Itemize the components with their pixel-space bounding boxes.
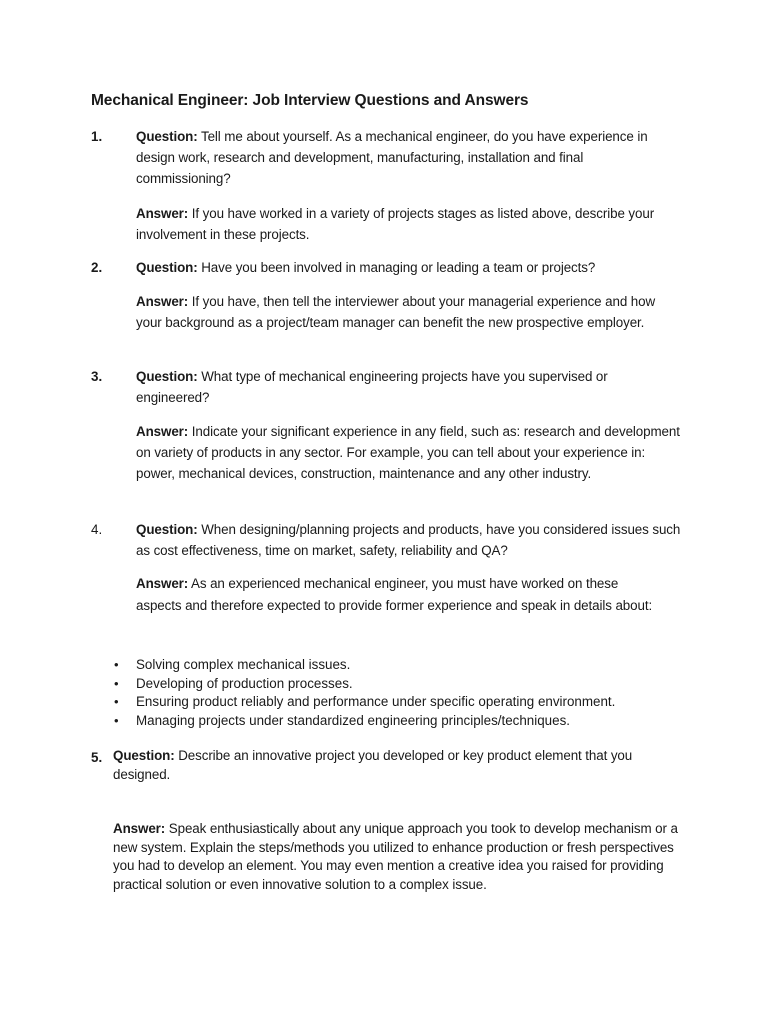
answer-label: Answer: — [113, 821, 166, 836]
answer-5 — [113, 820, 678, 894]
question-label: Question: — [136, 369, 198, 384]
answer-label: Answer: — [136, 424, 189, 439]
answer-label: Answer: — [136, 576, 189, 591]
bullet-icon: • — [114, 712, 119, 728]
bullet-icon: • — [114, 675, 119, 691]
answer-text: Speak enthusiastically about any unique approach you took to develop mechanism or a new system. Explain the steps/methods you utilized to enhance production or fresh perspectives you had to develop an element. You may even mention a creative idea you raised for providing practical solution or even innovative solution to a complex issue. — [113, 821, 678, 892]
answer-label: Answer: — [136, 294, 189, 309]
question-text: Have you been involved in managing or leading a team or projects? — [201, 260, 596, 275]
question-label: Question: — [136, 522, 198, 537]
question-label: Question: — [136, 260, 198, 275]
answer-label: Answer: — [136, 206, 189, 221]
answer-text: As an experienced mechanical engineer, you must have worked on these aspects and therefore expected to provide former experience and speak in details about: — [136, 576, 653, 613]
bullet-text: Managing projects under standardized engineering principles/techniques. — [136, 712, 570, 728]
question-text: What type of mechanical engineering projects have you supervised or engineered? — [136, 369, 608, 405]
item-number-4: 4. — [91, 522, 103, 537]
question-label: Question: — [136, 129, 198, 144]
item-number-3: 3. — [91, 369, 103, 384]
question-2 — [136, 257, 681, 278]
bullet-text: Ensuring product reliably and performance under specific operating environment. — [136, 694, 616, 710]
answer-text: If you have, then tell the interviewer about your managerial experience and how your background as a project/team manager can benefit the new prospective employer. — [136, 294, 656, 330]
item-number-5: 5. — [91, 750, 103, 765]
bullet-text: Solving complex mechanical issues. — [136, 657, 351, 672]
list-item — [112, 693, 712, 712]
question-4 — [136, 519, 681, 561]
list-item — [112, 675, 712, 694]
answer-1 — [136, 203, 681, 245]
item-number-1: 1. — [91, 129, 103, 144]
answer-text: Indicate your significant experience in any field, such as: research and development on variety of products in any sector. For example, you can tell about your experience in: power, mechanical devices, construction, maintenance and any other industry. — [136, 424, 680, 481]
question-text: Tell me about yourself. As a mechanical engineer, do you have experience in design work, research and development, manufacturing, installation and final commissioning? — [136, 129, 648, 186]
answer-2 — [136, 291, 666, 333]
list-item — [112, 656, 712, 675]
page-title: Mechanical Engineer: Job Interview Questions and Answers — [91, 92, 529, 109]
answer-4 — [136, 573, 656, 617]
question-text: When designing/planning projects and products, have you considered issues such as cost effectiveness, time on market, safety, reliability and QA? — [136, 522, 681, 558]
question-text: Describe an innovative project you developed or key product element that you designed. — [113, 748, 633, 782]
question-1 — [136, 126, 681, 189]
question-3 — [136, 366, 656, 408]
bullet-text: Developing of production processes. — [136, 675, 353, 691]
bullet-list — [112, 656, 712, 730]
item-number-2: 2. — [91, 260, 103, 275]
list-item — [112, 712, 712, 731]
bullet-icon: • — [114, 657, 119, 672]
answer-text: If you have worked in a variety of projects stages as listed above, describe your involvement in these projects. — [136, 206, 655, 242]
question-5 — [113, 747, 673, 784]
bullet-icon: • — [114, 694, 119, 710]
question-label: Question: — [113, 748, 175, 763]
answer-3 — [136, 421, 681, 484]
